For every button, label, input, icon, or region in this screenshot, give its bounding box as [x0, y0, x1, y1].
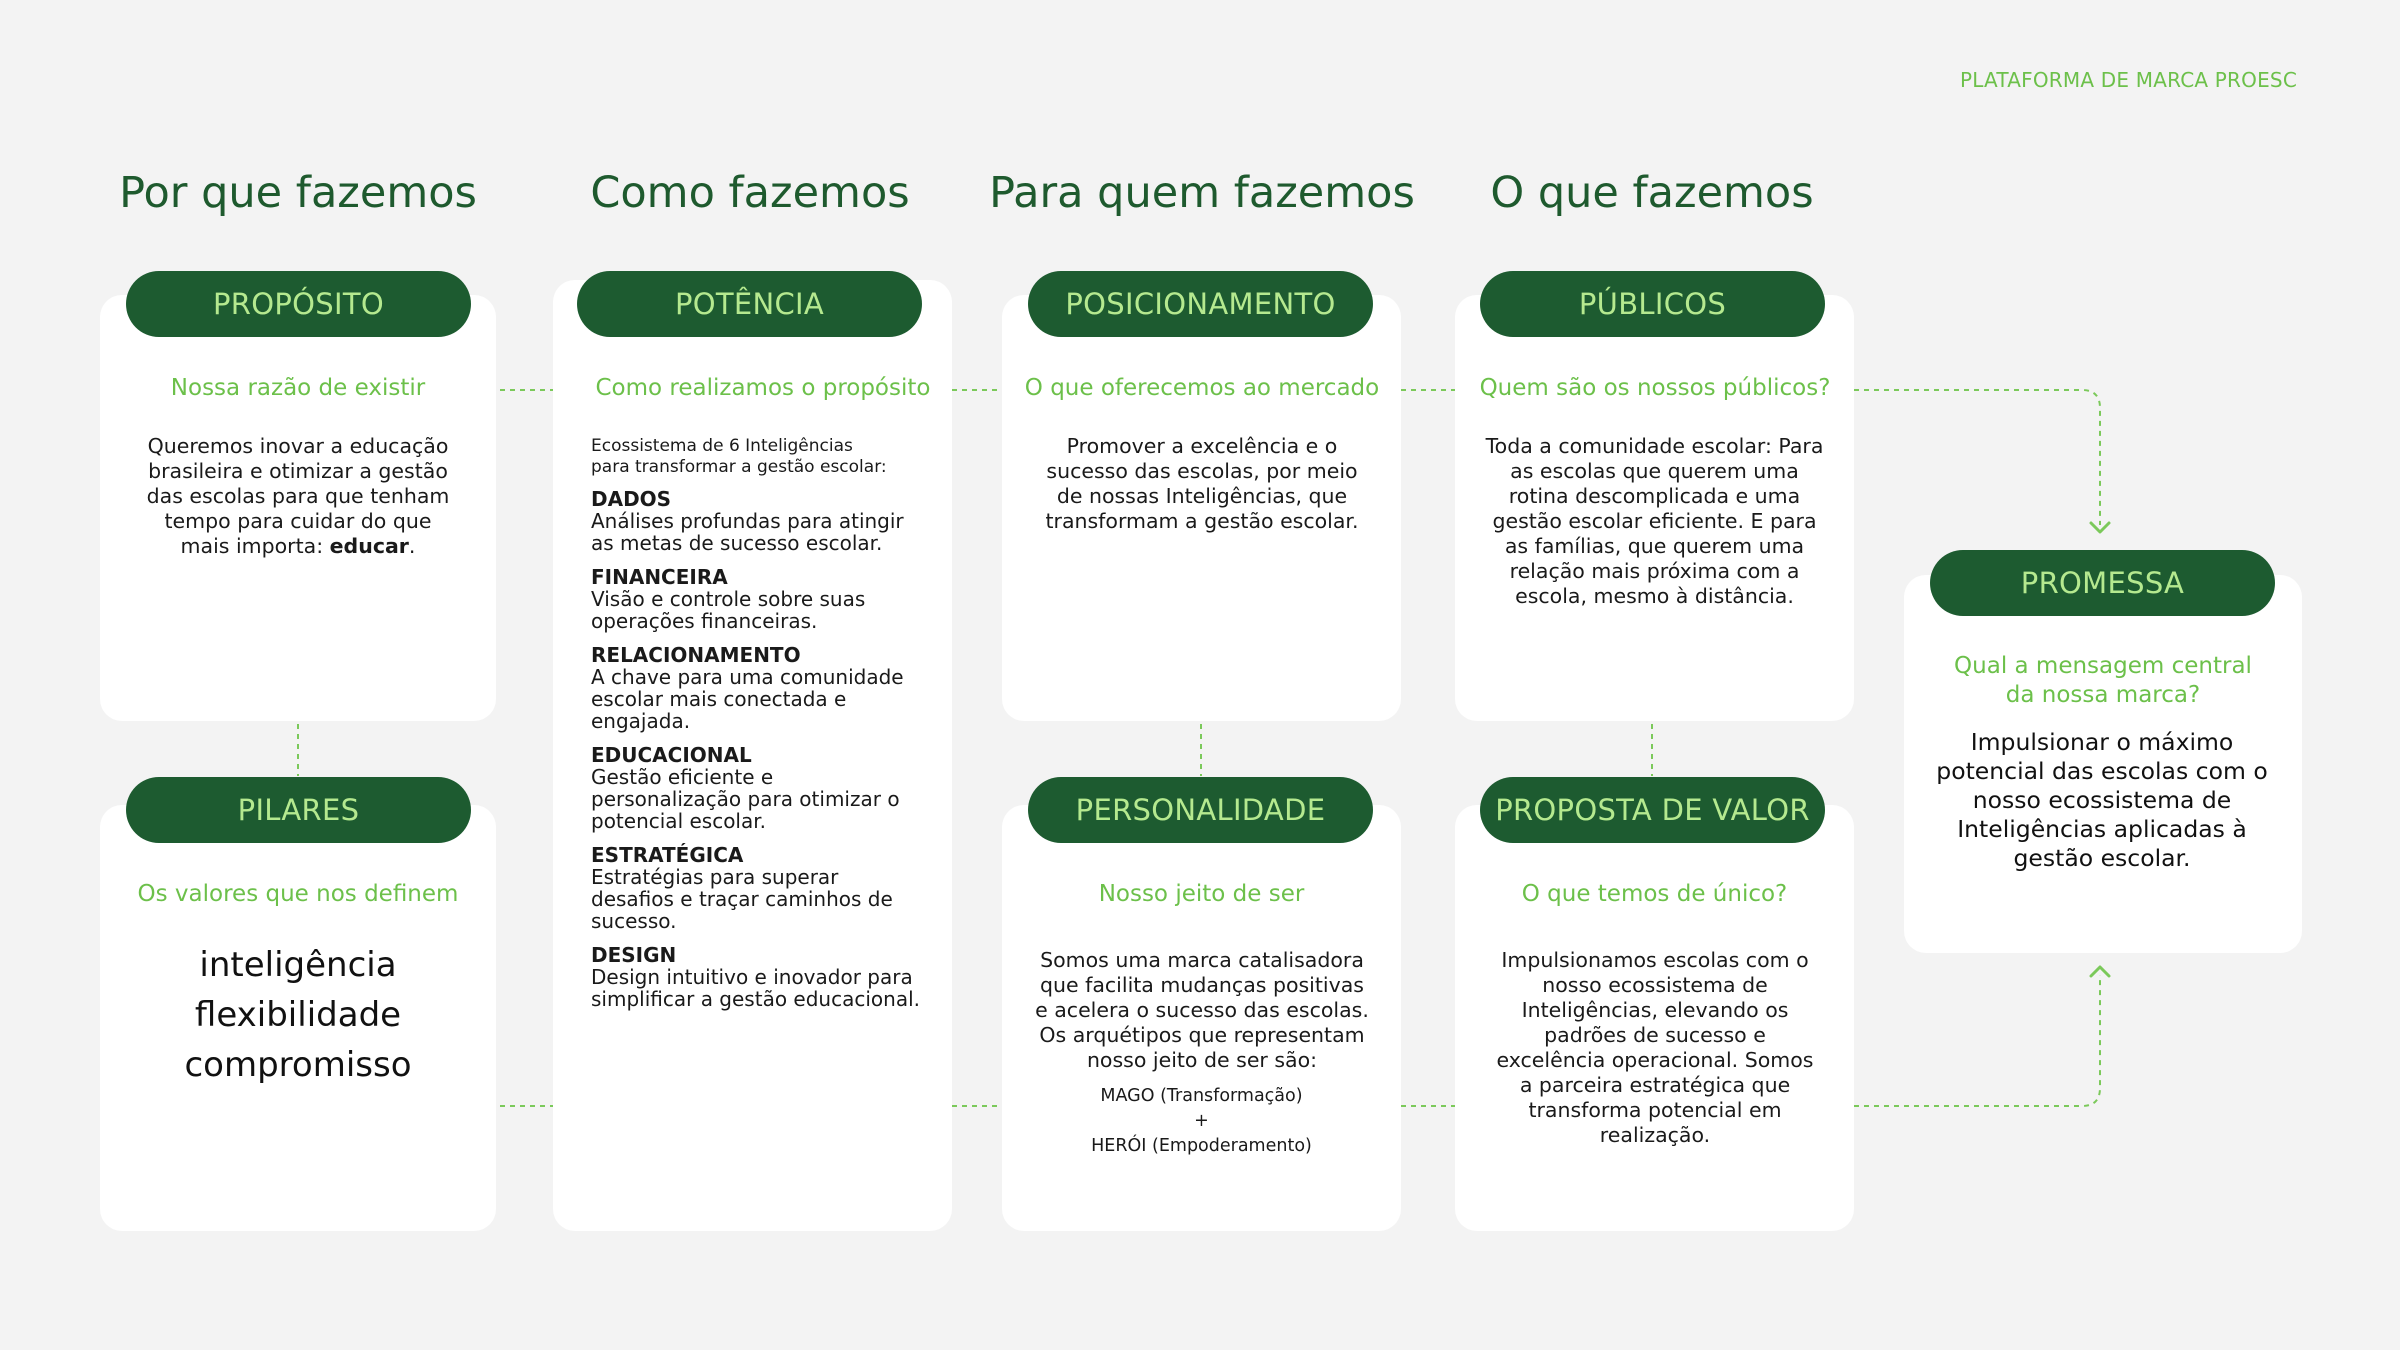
archetype-plus: + — [1194, 1111, 1209, 1131]
pill-proposito: PROPÓSITO — [126, 271, 471, 337]
potencia-item-relacionamento: RELACIONAMENTO A chave para uma comunidade escolar mais conectada e engajada. — [591, 643, 904, 733]
column-title-por-que: Por que fazemos — [119, 168, 477, 218]
value-item: compromisso — [184, 1045, 412, 1085]
emphasis-educar: educar — [329, 534, 409, 558]
potencia-item-design: DESIGN Design intuitivo e inovador para simplificar a gestão educacional. — [591, 943, 920, 1011]
value-item: flexibilidade — [194, 995, 402, 1035]
potencia-item-financeira: FINANCEIRA Visão e controle sobre suas operações financeiras. — [591, 565, 866, 633]
pill-posicionamento: POSICIONAMENTO — [1028, 271, 1373, 337]
text-promessa: Impulsionar o máximo potencial das escolas com o nosso ecossistema de Inteligências aplicadas à gestão escolar. — [1936, 728, 2268, 872]
column-title-como: Como fazemos — [590, 168, 910, 218]
brand-tag: PLATAFORMA DE MARCA PROESC — [1959, 68, 2297, 92]
text-personalidade: Somos uma marca catalisadora que facilita mudanças positivas e acelera o sucesso das escolas. Os arquétipos que representam nosso jeito de ser são: — [1035, 948, 1369, 1072]
connector-publicos-promessa — [1854, 390, 2100, 525]
potencia-item-dados: DADOS Análises profundas para atingir as metas de sucesso escolar. — [591, 487, 904, 555]
pill-personalidade: PERSONALIDADE — [1028, 777, 1373, 843]
subtitle-publicos: Quem são os nossos públicos? — [1479, 375, 1831, 401]
pill-potencia: POTÊNCIA — [577, 271, 922, 337]
pill-pilares: PILARES — [126, 777, 471, 843]
text-publicos: Toda a comunidade escolar: Para as escolas que querem uma rotina descomplicada e uma gestão escolar eficiente. E para as famílias, que querem uma relação mais próxima com a escola, mesmo à distância. — [1485, 434, 1824, 608]
subtitle-posicionamento: O que oferecemos ao mercado — [1024, 375, 1380, 401]
subtitle-promessa: Qual a mensagem central da nossa marca? — [1954, 653, 2252, 708]
text-proposito: Queremos inovar a educação brasileira e otimizar a gestão das escolas para que tenham tempo para cuidar do que mais importa: educar. — [146, 434, 450, 558]
values-list — [100, 940, 496, 1090]
potencia-item-educacional: EDUCACIONAL Gestão eficiente e personalização para otimizar o potencial escolar. — [591, 743, 900, 833]
pill-promessa: PROMESSA — [1930, 550, 2275, 616]
subtitle-proposta: O que temos de único? — [1521, 881, 1788, 907]
potencia-list — [591, 436, 921, 1022]
connector-proposta-promessa — [1854, 975, 2100, 1106]
archetype-mago: MAGO (Transformação) — [1100, 1086, 1303, 1106]
potencia-item-estrategica: ESTRATÉGICA Estratégias para superar desafios e traçar caminhos de sucesso. — [591, 843, 893, 933]
subtitle-personalidade: Nosso jeito de ser — [1098, 881, 1305, 907]
subtitle-potencia: Como realizamos o propósito — [595, 375, 931, 401]
pill-publicos: PÚBLICOS — [1480, 271, 1825, 337]
text-posicionamento: Promover a excelência e o sucesso das escolas, por meio de nossas Inteligências, que transformam a gestão escolar. — [1045, 434, 1359, 533]
subtitle-proposito: Nossa razão de existir — [170, 375, 426, 401]
archetypes — [1002, 1082, 1401, 1160]
potencia-intro: Ecossistema de 6 Inteligências para transformar a gestão escolar: — [591, 436, 887, 477]
text-proposta: Impulsionamos escolas com o nosso ecossistema de Inteligências, elevando os padrões de sucesso e excelência operacional. Somos a parceira estratégica que transforma potencial em realização. — [1496, 948, 1814, 1147]
arrow-up-icon — [2091, 967, 2109, 976]
archetype-heroi: HERÓI (Empoderamento) — [1091, 1136, 1312, 1156]
column-title-para-quem: Para quem fazemos — [989, 168, 1415, 218]
pill-proposta: PROPOSTA DE VALOR — [1480, 777, 1825, 843]
value-item: inteligência — [199, 945, 397, 985]
column-title-o-que: O que fazemos — [1490, 168, 1814, 218]
subtitle-pilares: Os valores que nos definem — [137, 881, 459, 907]
